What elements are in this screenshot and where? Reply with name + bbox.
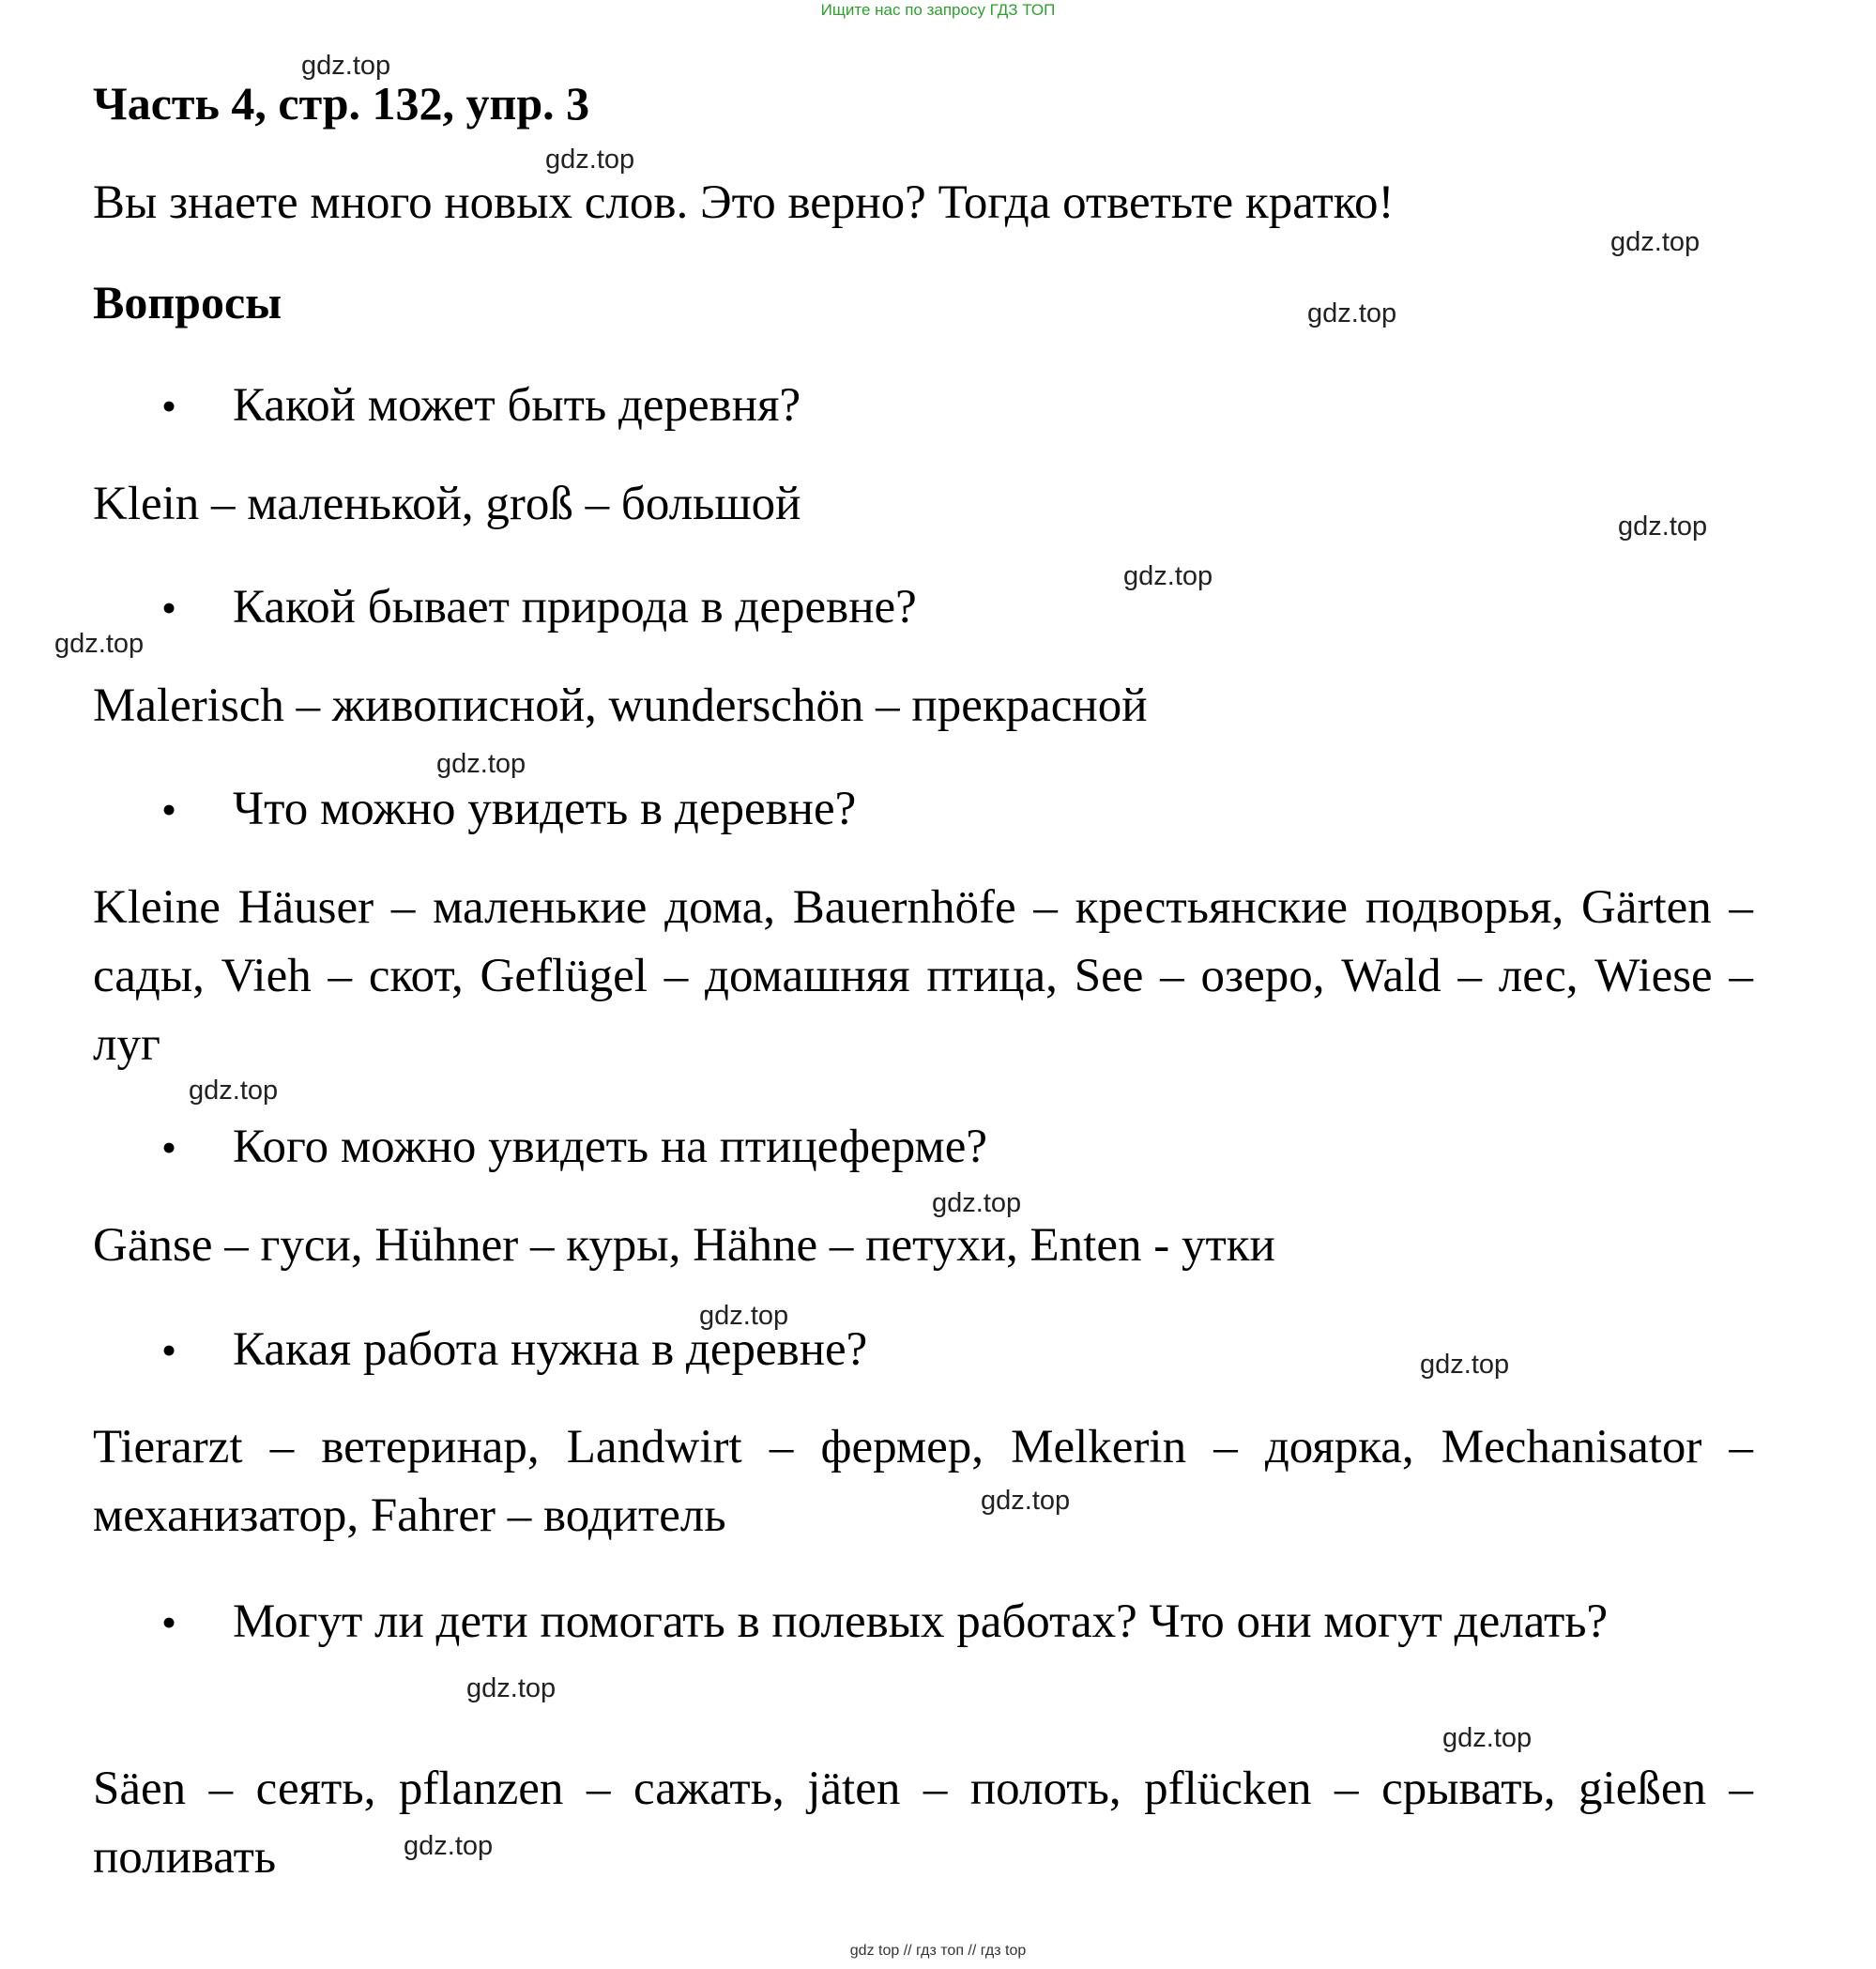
question-item	[161, 573, 1753, 642]
watermark: gdz.top	[1442, 1723, 1533, 1753]
answer-text: Gänse – гуси, Hühner – куры, Hähne – петухи, Enten - утки	[93, 1219, 1275, 1272]
watermark: gdz.top	[932, 1188, 1022, 1218]
question-text: Какой бывает природа в деревне?	[233, 581, 917, 633]
watermark: gdz.top	[466, 1673, 557, 1703]
bullet-icon: •	[161, 584, 177, 632]
header-note: Ищите нас по запросу ГДЗ ТОП	[820, 1, 1056, 19]
watermark: gdz.top	[1307, 298, 1397, 328]
question-text: Какой может быть деревня?	[233, 379, 801, 432]
answer-text: Säen – сеять, pflanzen – сажать, jäten – полоть, pflücken – срывать, gießen – поливать	[93, 1763, 1753, 1884]
watermark: gdz.top	[404, 1831, 494, 1861]
question-text: Что можно увидеть в деревне?	[233, 783, 857, 835]
question-text: Какая работа нужна в деревне?	[233, 1323, 868, 1376]
bullet-icon: •	[161, 382, 177, 430]
bullet-icon: •	[161, 1598, 177, 1646]
question-item	[161, 1316, 1753, 1384]
bullet-icon: •	[161, 1326, 177, 1374]
watermark: gdz.top	[301, 51, 391, 81]
question-item	[161, 1113, 1753, 1182]
watermark: gdz.top	[545, 145, 635, 175]
watermark: gdz.top	[1420, 1350, 1510, 1380]
answer-text: Klein – маленькой, groß – большой	[93, 478, 801, 530]
watermark: gdz.top	[189, 1076, 279, 1106]
watermark: gdz.top	[54, 629, 145, 659]
question-text: Кого можно увидеть на птицеферме?	[233, 1121, 987, 1173]
question-text: Могут ли дети помогать в полевых работах? Что они могут делать?	[233, 1595, 1609, 1648]
footer-note: gdz top // гдз топ // гдз top	[849, 1943, 1027, 1959]
watermark: gdz.top	[1618, 511, 1708, 542]
answer-text: Kleine Häuser – маленькие дома, Bauernhöfe – крестьянские подворья, Gärten – сады, Vieh – скот, Geflügel – домашняя птица, See – озеро, Wald – лес, Wiese – луг	[93, 881, 1753, 1071]
answer-text: Tierarzt – ветеринар, Landwirt – фермер, Melkerin – доярка, Mechanisator – механизатор, Fahrer – водитель	[93, 1421, 1753, 1542]
watermark: gdz.top	[699, 1301, 789, 1331]
watermark: gdz.top	[436, 749, 526, 779]
watermark: gdz.top	[1610, 227, 1701, 257]
answer-text: Malerisch – живописной, wunderschön – прекрасной	[93, 679, 1148, 732]
bullet-icon: •	[161, 1123, 177, 1171]
bullet-icon: •	[161, 786, 177, 833]
question-item	[161, 1588, 1753, 1656]
question-item	[161, 372, 1753, 440]
question-item	[161, 775, 1753, 844]
intro-text: Вы знаете много новых слов. Это верно? Тогда ответьте кратко!	[93, 176, 1395, 229]
watermark: gdz.top	[1123, 561, 1213, 591]
watermark: gdz.top	[981, 1486, 1071, 1516]
section-heading: Вопросы	[93, 276, 282, 328]
page-title: Часть 4, стр. 132, упр. 3	[93, 77, 590, 130]
